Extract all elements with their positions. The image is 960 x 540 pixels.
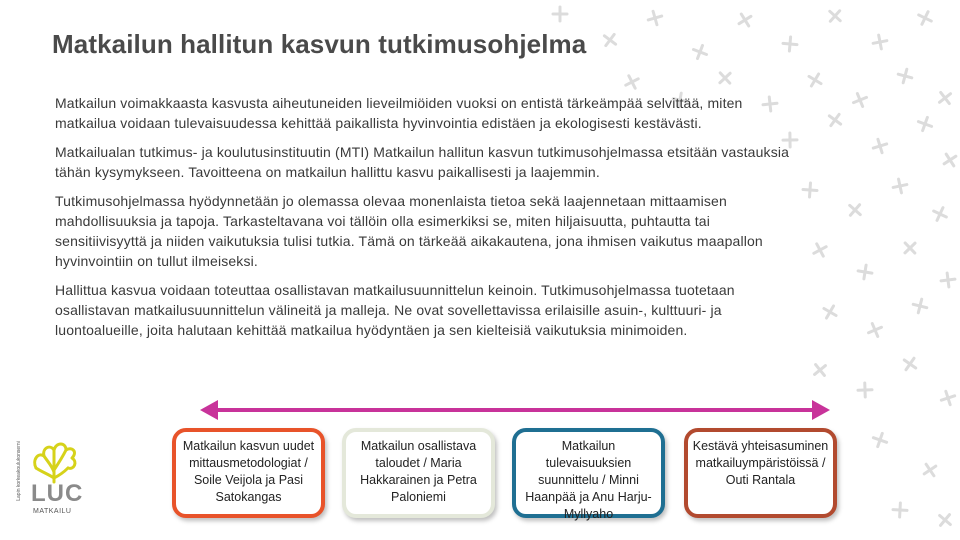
- body-text: [55, 93, 800, 349]
- project-box-measurement: [172, 428, 325, 518]
- cross-mark: [939, 389, 957, 407]
- project-box-co-living: [684, 428, 837, 518]
- project-box-economies: [342, 428, 495, 518]
- cross-mark: [691, 43, 709, 61]
- cross-mark: [935, 510, 955, 530]
- cross-mark: [811, 241, 830, 260]
- cross-mark: [900, 238, 920, 258]
- cross-mark: [931, 205, 950, 224]
- cross-mark: [825, 6, 845, 26]
- slide-title: Matkailun hallitun kasvun tutkimusohjelma: [52, 29, 587, 59]
- project-box-futures: [512, 428, 665, 521]
- cross-mark: [916, 9, 935, 28]
- double-arrow-icon: [200, 397, 830, 423]
- cross-mark: [892, 178, 909, 195]
- cross-mark: [600, 30, 620, 50]
- cross-mark: [553, 7, 567, 21]
- cross-mark: [916, 115, 934, 133]
- leaf-mark-icon: [28, 438, 80, 486]
- cross-mark: [857, 264, 873, 280]
- luc-logo: [14, 432, 86, 524]
- logo-subtitle: MATKAILU: [33, 508, 72, 515]
- cross-mark: [896, 67, 913, 84]
- cross-mark: [825, 110, 845, 130]
- cross-mark: [872, 34, 888, 50]
- paragraph-4: Hallittua kasvua voidaan toteuttaa osallistavan matkailusuunnittelun keinoin. Tutkimusohjelmassa tuotetaan osallistavan matkailusuunnittelun välineitä ja malleja. Ne ovat sovellettavissa erilaisille asuin-, kulttuuri- ja luontoalueille, joita halutaan kehittää matkailua hyödyntäen ja sen kielteisiä vaikutuksia minimoiden.: [55, 282, 735, 338]
- cross-mark: [782, 36, 797, 51]
- cross-mark: [893, 503, 908, 518]
- cross-mark: [920, 460, 939, 479]
- cross-mark: [803, 183, 818, 198]
- cross-mark: [871, 431, 889, 449]
- cross-mark: [935, 88, 955, 108]
- cross-mark: [735, 10, 754, 29]
- paragraph-3: Tutkimusohjelmassa hyödynnetään jo olemassa olevaa monenlaista tietoa sekä laajennetaan mittaamisen mahdollisuuksia ja tapoja. Tarkasteltavana voi tällöin olla esimerkiksi se, miten hiljaisuutta, puhtautta tai sensitiivisyyttä ja niiden vaikutuksia tulisi tutkia. Tämä on tärkeää aikakautena, jona ihmisen vaikutus maapallon hyvinvointiin on tullut ilmeiseksi.: [55, 193, 763, 269]
- cross-mark: [858, 383, 872, 397]
- cross-mark: [810, 360, 830, 380]
- project-box-text: Matkailun osallistava taloudet / Maria Hakkarainen ja Petra Paloniemi: [360, 439, 477, 504]
- cross-mark: [820, 302, 839, 321]
- cross-mark: [940, 272, 956, 288]
- cross-mark: [715, 68, 735, 88]
- cross-mark: [646, 9, 663, 26]
- cross-mark: [866, 321, 884, 339]
- project-box-text: Matkailun kasvun uudet mittausmetodologiat / Soile Veijola ja Pasi Satokangas: [182, 439, 315, 504]
- cross-mark: [845, 200, 865, 220]
- cross-mark: [940, 150, 959, 169]
- cross-mark: [805, 70, 824, 89]
- cross-mark: [623, 73, 642, 92]
- paragraph-1: Matkailun voimakkaasta kasvusta aiheutuneiden lieveilmiöiden vuoksi on entistä tärkeämpää selvittää, miten matkailua voidaan tulevaisuudessa kehittää paikallista hyvinvointia edistäen ja ekologisesti kestävästi.: [55, 95, 743, 131]
- cross-mark: [900, 354, 919, 373]
- project-box-text: Matkailun tulevaisuuksien suunnittelu / Minni Haanpää ja Anu Harju-Myllyaho: [525, 439, 652, 521]
- paragraph-2: Matkailualan tutkimus- ja koulutusinstituutin (MTI) Matkailun hallitun kasvun tutkimusohjelmassa etsitään vastauksia tähän kysymykseen. Tavoitteena on matkailun hallittu kasvu paikallisesti ja laajemmin.: [55, 144, 790, 180]
- logo-tagline: Lapin korkeakoulukonserni: [16, 441, 22, 501]
- cross-mark: [851, 91, 869, 109]
- logo-letters: LUC: [31, 480, 84, 507]
- cross-mark: [871, 137, 888, 154]
- project-box-text: Kestävä yhteisasuminen matkailuympäristöissä / Outi Rantala: [692, 439, 829, 487]
- cross-mark: [912, 298, 929, 315]
